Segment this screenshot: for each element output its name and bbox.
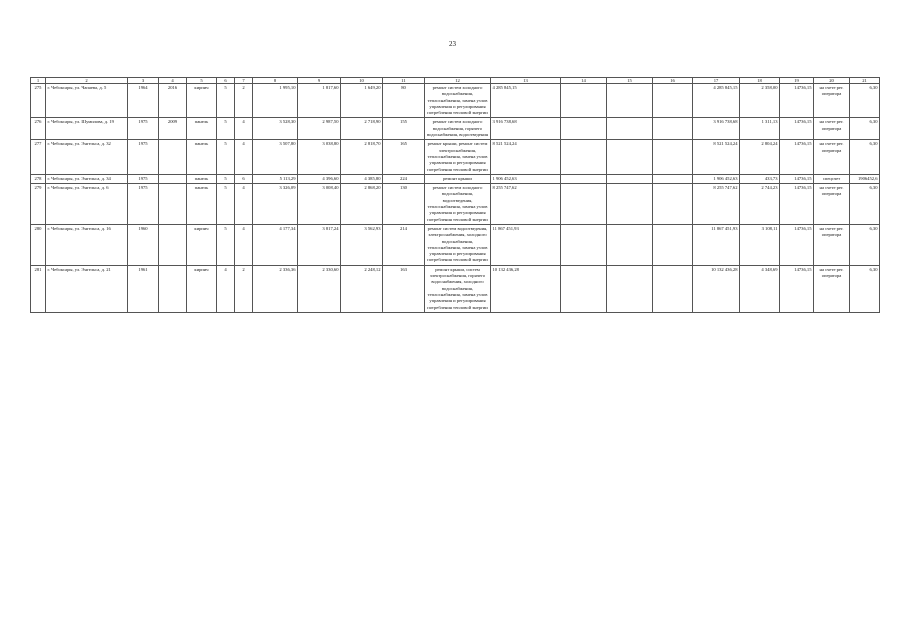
cell-c14	[561, 224, 607, 265]
cell-cost-fund: 10 132 436,28	[693, 265, 740, 312]
table-row	[31, 140, 880, 174]
cell-cost-per-m2: 2 358,00	[740, 84, 780, 118]
page-number: 23	[449, 40, 456, 48]
table-body	[31, 84, 880, 313]
cell-people: 155	[383, 118, 425, 140]
cell-year-reno	[159, 140, 187, 174]
cell-works: ремонт крыши, ремонт систем электроснабжения, теплоснабжения, замена узлов управления и регулирования потребления тепловой энергии	[425, 140, 491, 174]
column-header: 18	[740, 78, 780, 84]
cell-limit: 14736,15	[780, 184, 814, 225]
column-header: 19	[780, 78, 814, 84]
cell-area-total: 2 336,36	[253, 265, 298, 312]
cell-floors: 5	[217, 84, 235, 118]
cell-area-res: 2 330,60	[298, 265, 341, 312]
cell-limit: 14736,15	[780, 224, 814, 265]
cell-works: ремонт систем холодного водоснабжения, водоотведения, теплоснабжения, замена узлов управления и регулирования потребления тепловой энергии	[425, 184, 491, 225]
cell-limit: 14736,15	[780, 140, 814, 174]
cell-cost-per-m2: 4 348,69	[740, 265, 780, 312]
column-header: 17	[693, 78, 740, 84]
cell-floors: 5	[217, 224, 235, 265]
cell-address: г. Чебоксары, ул. Энгельса, д. 32	[46, 140, 128, 174]
cell-entrances: 4	[235, 184, 253, 225]
cell-year-built: 1975	[128, 118, 159, 140]
column-header: 21	[850, 78, 880, 84]
cell-year-reno	[159, 174, 187, 183]
cell-wall: панель	[187, 184, 217, 225]
column-header: 9	[298, 78, 341, 84]
cell-floors: 4	[217, 265, 235, 312]
cell-cost-total: 3 916 738,68	[491, 118, 561, 140]
cell-cost-per-m2: 433,73	[740, 174, 780, 183]
cell-address: г. Чебоксары, ул. Чапаева, д. 5	[46, 84, 128, 118]
cell-c16	[653, 140, 693, 174]
cell-area-res2: 2 818,70	[341, 140, 383, 174]
cell-cost-fund: 8 255 747,62	[693, 184, 740, 225]
cell-c14	[561, 84, 607, 118]
cell-people: 80	[383, 84, 425, 118]
cell-c15	[607, 118, 653, 140]
cell-area-total: 3 326,09	[253, 184, 298, 225]
cell-year-reno	[159, 265, 187, 312]
cell-works: ремонт систем холодного водоснабжения, горячего водоснабжения, водоотведения	[425, 118, 491, 140]
cell-floors: 5	[217, 174, 235, 183]
column-header: 20	[814, 78, 850, 84]
cell-area-res: 3 038,80	[298, 140, 341, 174]
cell-cost-per-m2: 2 744,23	[740, 184, 780, 225]
cell-cost-per-m2: 3 108,11	[740, 224, 780, 265]
cell-cost-total: 8 521 524,24	[491, 140, 561, 174]
column-header: 16	[653, 78, 693, 84]
cell-cost-fund: 1 906 452,63	[693, 174, 740, 183]
column-header: 6	[217, 78, 235, 84]
table-row	[31, 184, 880, 225]
cell-method: спецсчет	[814, 174, 850, 183]
cell-address: г. Чебоксары, ул. Энгельса, д. 21	[46, 265, 128, 312]
cell-c16	[653, 184, 693, 225]
cell-n: 278	[31, 174, 46, 183]
cell-floors: 5	[217, 118, 235, 140]
cell-address: г. Чебоксары, ул. Шумилова, д. 19	[46, 118, 128, 140]
cell-year-built: 1975	[128, 174, 159, 183]
cell-method: на счете рег. оператора	[814, 224, 850, 265]
cell-entrances: 4	[235, 140, 253, 174]
cell-cost-total: 4 285 845,15	[491, 84, 561, 118]
cell-cost-total: 8 255 747,62	[491, 184, 561, 225]
cell-area-res: 4 396,60	[298, 174, 341, 183]
cell-c14	[561, 140, 607, 174]
cell-cost-fund: 3 916 738,68	[693, 118, 740, 140]
cell-cost-fund: 4 285 845,15	[693, 84, 740, 118]
cell-people: 224	[383, 174, 425, 183]
cell-c14	[561, 174, 607, 183]
cell-wall: панель	[187, 174, 217, 183]
cell-term: 1906452,6	[850, 174, 880, 183]
column-header: 12	[425, 78, 491, 84]
cell-n: 280	[31, 224, 46, 265]
cell-c16	[653, 224, 693, 265]
cell-address: г. Чебоксары, ул. Энгельса, д. 34	[46, 174, 128, 183]
cell-limit: 14736,15	[780, 265, 814, 312]
cell-works: ремонт крыши	[425, 174, 491, 183]
cell-method: на счете рег. оператора	[814, 84, 850, 118]
cell-works: ремонт крыши, систем электроснабжения, горячего водоснабжения, холодного водоснабжения, теплоснабжения, замена узлов управления и регулирования потребления тепловой энергии	[425, 265, 491, 312]
cell-term: 6,30	[850, 118, 880, 140]
cell-area-res2: 2 718,90	[341, 118, 383, 140]
repair-register-table	[30, 77, 880, 313]
cell-c15	[607, 265, 653, 312]
cell-c14	[561, 265, 607, 312]
cell-people: 165	[383, 140, 425, 174]
table-row	[31, 174, 880, 183]
cell-term: 6,30	[850, 84, 880, 118]
cell-area-res: 1 817,60	[298, 84, 341, 118]
cell-area-total: 5 113,29	[253, 174, 298, 183]
cell-area-res: 2 987,50	[298, 118, 341, 140]
cell-works: ремонт систем холодного водоснабжения, теплоснабжения, замена узлов управления и регулирования потребления тепловой энергии	[425, 84, 491, 118]
cell-method: на счете рег. оператора	[814, 118, 850, 140]
column-header: 14	[561, 78, 607, 84]
cell-c16	[653, 84, 693, 118]
cell-c15	[607, 84, 653, 118]
cell-wall: панель	[187, 140, 217, 174]
cell-term: 6,30	[850, 140, 880, 174]
cell-wall: кирпич	[187, 84, 217, 118]
cell-entrances: 6	[235, 174, 253, 183]
cell-term: 6,30	[850, 224, 880, 265]
cell-year-reno: 2009	[159, 118, 187, 140]
cell-n: 275	[31, 84, 46, 118]
cell-c15	[607, 174, 653, 183]
cell-area-res2: 1 649,20	[341, 84, 383, 118]
cell-cost-total: 10 132 436,28	[491, 265, 561, 312]
cell-people: 214	[383, 224, 425, 265]
cell-area-res2: 4 385,80	[341, 174, 383, 183]
cell-year-built: 1964	[128, 84, 159, 118]
cell-works: ремонт систем водоотведения, электроснабжения, холодного водоснабжения, теплоснабжения, замена узлов управления и регулирования потребления тепловой энергии	[425, 224, 491, 265]
cell-entrances: 2	[235, 84, 253, 118]
cell-area-total: 1 995,10	[253, 84, 298, 118]
cell-year-built: 1961	[128, 265, 159, 312]
cell-floors: 5	[217, 140, 235, 174]
table-row	[31, 118, 880, 140]
cell-year-reno	[159, 184, 187, 225]
cell-area-res2: 2 248,12	[341, 265, 383, 312]
column-header: 11	[383, 78, 425, 84]
cell-area-total: 4 177,34	[253, 224, 298, 265]
cell-c15	[607, 184, 653, 225]
cell-cost-per-m2: 1 311,13	[740, 118, 780, 140]
cell-wall: панель	[187, 118, 217, 140]
cell-entrances: 2	[235, 265, 253, 312]
cell-c14	[561, 184, 607, 225]
cell-c16	[653, 118, 693, 140]
column-header: 13	[491, 78, 561, 84]
cell-c16	[653, 265, 693, 312]
cell-c16	[653, 174, 693, 183]
cell-year-reno	[159, 224, 187, 265]
cell-n: 277	[31, 140, 46, 174]
cell-entrances: 4	[235, 118, 253, 140]
cell-cost-total: 11 867 451,93	[491, 224, 561, 265]
cell-cost-fund: 11 867 451,93	[693, 224, 740, 265]
cell-year-built: 1975	[128, 184, 159, 225]
cell-area-res2: 2 868,20	[341, 184, 383, 225]
cell-c15	[607, 140, 653, 174]
cell-area-total: 3 528,30	[253, 118, 298, 140]
cell-c15	[607, 224, 653, 265]
table-row	[31, 224, 880, 265]
table-row	[31, 84, 880, 118]
column-header: 10	[341, 78, 383, 84]
cell-cost-fund: 8 521 524,24	[693, 140, 740, 174]
cell-people: 130	[383, 184, 425, 225]
column-header: 3	[128, 78, 159, 84]
cell-address: г. Чебоксары, ул. Энгельса, д. 16	[46, 224, 128, 265]
cell-area-total: 3 507,80	[253, 140, 298, 174]
cell-c14	[561, 118, 607, 140]
cell-wall: кирпич	[187, 224, 217, 265]
cell-n: 281	[31, 265, 46, 312]
cell-year-reno: 2016	[159, 84, 187, 118]
cell-year-built: 1960	[128, 224, 159, 265]
cell-limit: 14736,15	[780, 84, 814, 118]
column-header: 5	[187, 78, 217, 84]
column-header: 8	[253, 78, 298, 84]
cell-method: на счете рег. оператора	[814, 140, 850, 174]
cell-term: 6,30	[850, 265, 880, 312]
cell-floors: 5	[217, 184, 235, 225]
cell-n: 279	[31, 184, 46, 225]
cell-area-res: 3 008,40	[298, 184, 341, 225]
cell-cost-per-m2: 2 804,24	[740, 140, 780, 174]
column-header: 2	[46, 78, 128, 84]
column-header: 4	[159, 78, 187, 84]
cell-limit: 14736,15	[780, 174, 814, 183]
cell-area-res: 3 817,24	[298, 224, 341, 265]
cell-cost-total: 1 906 452,63	[491, 174, 561, 183]
column-header: 7	[235, 78, 253, 84]
cell-entrances: 4	[235, 224, 253, 265]
cell-wall: кирпич	[187, 265, 217, 312]
table-row	[31, 265, 880, 312]
cell-year-built: 1975	[128, 140, 159, 174]
column-header: 1	[31, 78, 46, 84]
cell-people: 163	[383, 265, 425, 312]
cell-address: г. Чебоксары, ул. Энгельса, д. 6	[46, 184, 128, 225]
cell-area-res2: 3 562,93	[341, 224, 383, 265]
cell-method: на счете рег. оператора	[814, 265, 850, 312]
cell-term: 6,30	[850, 184, 880, 225]
column-header: 15	[607, 78, 653, 84]
cell-method: на счете рег. оператора	[814, 184, 850, 225]
cell-n: 276	[31, 118, 46, 140]
cell-limit: 14736,15	[780, 118, 814, 140]
